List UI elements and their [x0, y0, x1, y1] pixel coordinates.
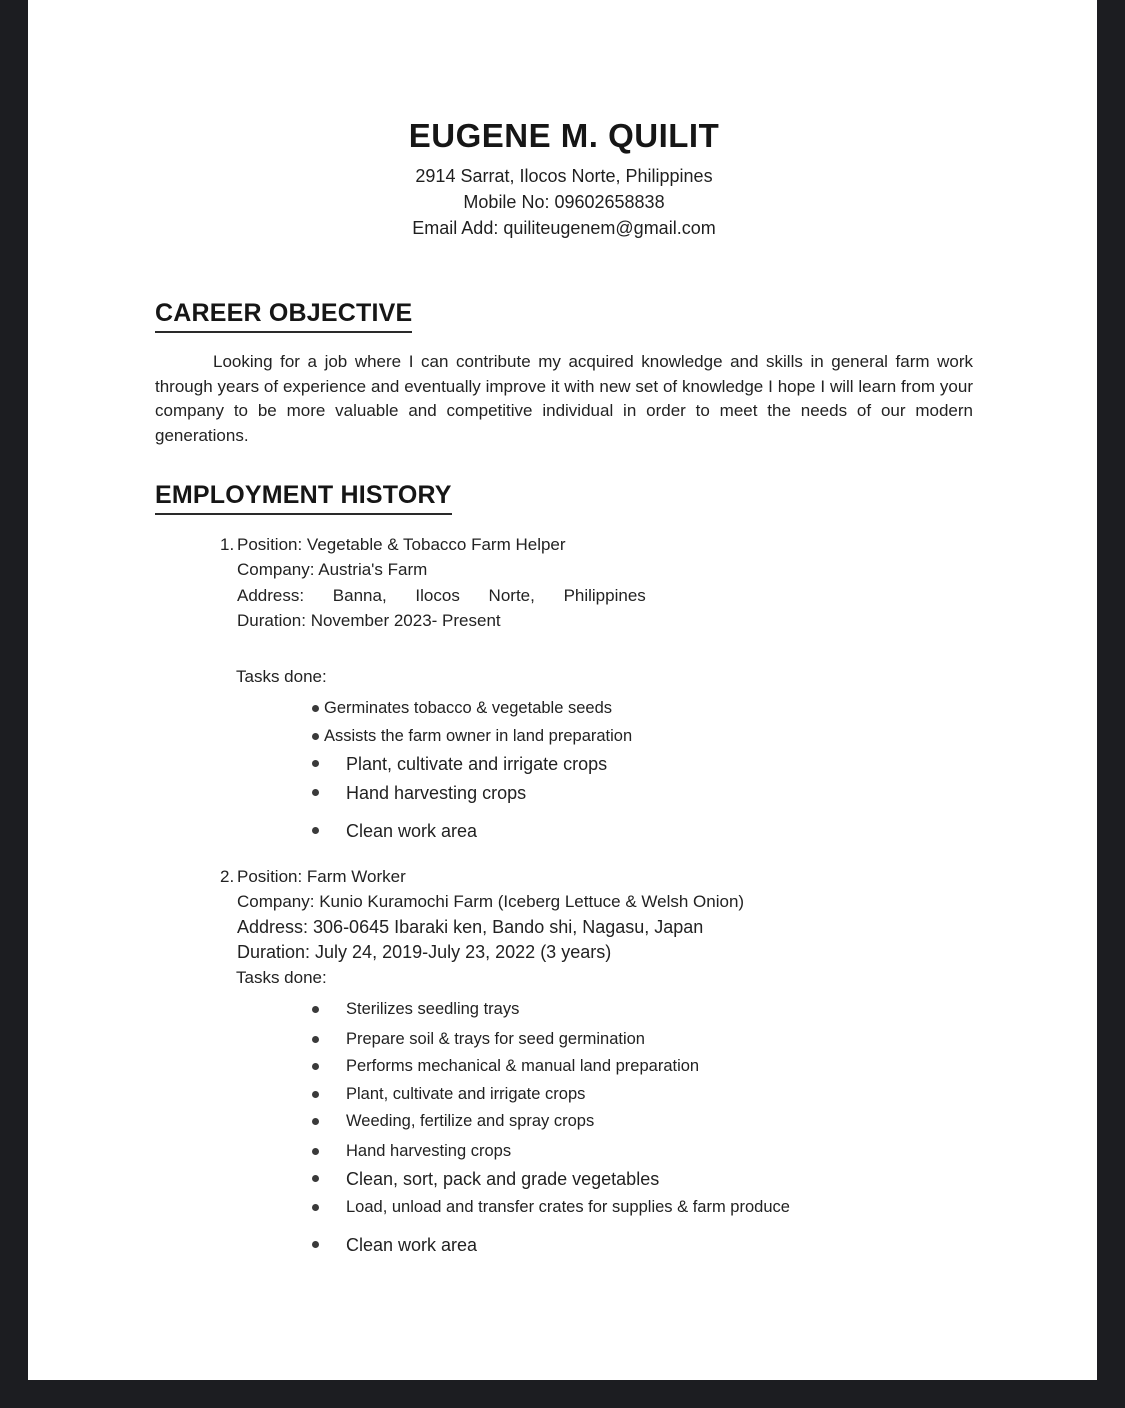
task-item: Weeding, fertilize and spray crops: [346, 1112, 973, 1131]
contact-mobile: Mobile No: 09602658838: [463, 192, 665, 212]
job-1-address: Address: Banna, Ilocos Norte, Philippines: [237, 585, 646, 605]
job-2-duration: Duration: July 24, 2019-July 23, 2022 (3 years): [237, 942, 612, 963]
contact-address: 2914 Sarrat, Ilocos Norte, Philippines: [415, 166, 713, 186]
contact-block: [155, 163, 973, 241]
task-item: Plant, cultivate and irrigate crops: [346, 754, 973, 774]
job-1-position-line: [220, 532, 973, 557]
task-item: Sterilizes seedling trays: [346, 1000, 973, 1019]
employment-history-section: [155, 481, 973, 1255]
job-2-position-line: [220, 864, 973, 889]
career-objective-heading-text: CAREER OBJECTIVE: [155, 299, 412, 333]
task-item: Prepare soil & trays for seed germination: [346, 1030, 973, 1049]
job-2-tasks-label: Tasks done:: [236, 968, 327, 988]
resume-name: EUGENE M. QUILIT: [408, 117, 720, 154]
job-2-number: 2.: [220, 867, 235, 887]
task-item: Hand harvesting crops: [346, 783, 973, 803]
job-2-address: Address: 306-0645 Ibaraki ken, Bando shi, Nagasu, Japan: [237, 916, 704, 937]
task-item: Assists the farm owner in land preparation: [324, 727, 973, 746]
task-item: Load, unload and transfer crates for supplies & farm produce: [346, 1198, 973, 1217]
contact-email: Email Add: quiliteugenem@gmail.com: [412, 218, 716, 238]
resume-header: [155, 116, 973, 241]
job-1-number: 1.: [220, 535, 235, 554]
task-item: Plant, cultivate and irrigate crops: [346, 1085, 973, 1104]
career-objective-section: [155, 299, 973, 448]
job-1-task-list: [155, 699, 973, 841]
career-objective-heading: [155, 299, 973, 333]
job-2-position: Position: Farm Worker: [237, 867, 406, 887]
job-1-duration: Duration: November 2023- Present: [237, 610, 501, 630]
career-objective-paragraph: Looking for a job where I can contribute my acquired knowledge and skills in general farm work through years of experience and eventually improve it with new set of knowledge I hope I will learn from your company to be more valuable and competitive individual in order to meet the needs of our modern generations.: [155, 352, 973, 445]
job-2-company: Company: Kunio Kuramochi Farm (Iceberg Lettuce & Welsh Onion): [237, 892, 745, 912]
task-item: Clean, sort, pack and grade vegetables: [346, 1169, 973, 1189]
job-1-position: Position: Vegetable & Tobacco Farm Helper: [237, 535, 566, 554]
job-1-company: Company: Austria's Farm: [237, 560, 428, 580]
task-item: Hand harvesting crops: [346, 1142, 973, 1161]
task-item: Germinates tobacco & vegetable seeds: [324, 699, 973, 718]
task-item: Clean work area: [346, 1235, 973, 1255]
employment-history-heading: [155, 481, 973, 515]
job-entry-1: [155, 532, 973, 841]
task-item: Performs mechanical & manual land preparation: [346, 1057, 973, 1076]
task-item: Clean work area: [346, 821, 973, 841]
employment-history-heading-text: EMPLOYMENT HISTORY: [155, 481, 452, 515]
job-1-tasks-label: Tasks done:: [236, 667, 327, 687]
job-entry-2: [155, 864, 973, 1255]
resume-page: [28, 0, 1097, 1380]
job-2-task-list: [155, 1000, 973, 1255]
